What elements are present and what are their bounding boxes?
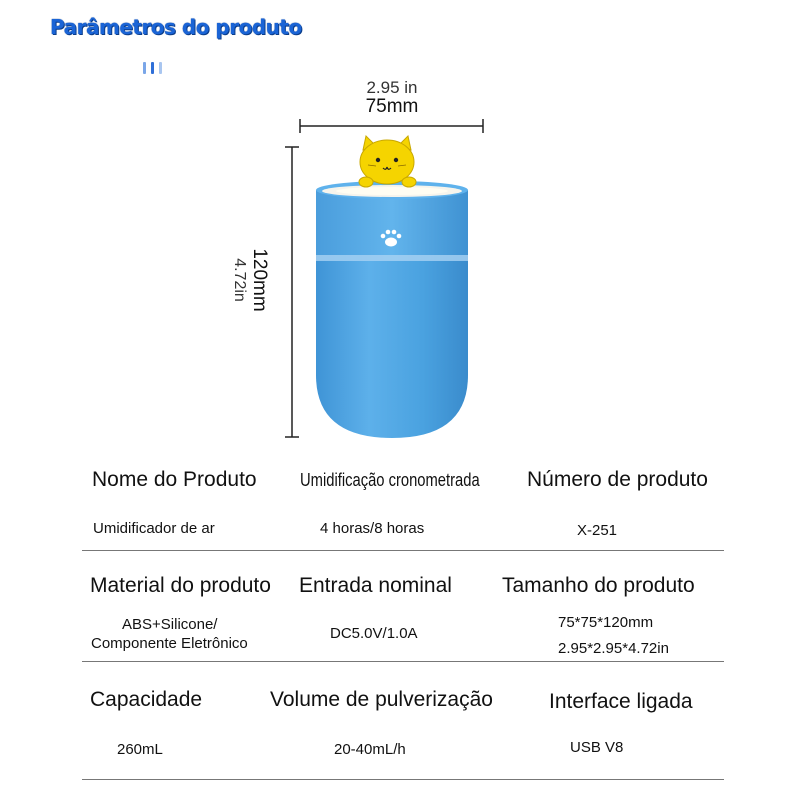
spec-value-rated-input: DC5.0V/1.0A [330,625,418,642]
spec-header-product-name: Nome do Produto [92,468,257,491]
spec-header-product-number: Número de produto [527,468,708,491]
spec-header-timed-humidification: Umidificação cronometrada [300,470,480,490]
spec-value-spray-volume: 20-40mL/h [334,741,406,758]
spec-header-rated-input: Entrada nominal [299,574,452,597]
spec-header-interface: Interface ligada [549,690,693,713]
spec-value-capacity: 260mL [117,741,163,758]
width-mm: 75mm [365,96,419,117]
width-label [300,78,484,118]
width-inches: 2.95 in [366,78,418,97]
spec-header-material: Material do produto [90,574,271,597]
spec-value-material-line2: Componente Eletrônico [91,635,248,652]
spec-value-product-number: X-251 [577,522,618,539]
row-divider [82,779,724,780]
spec-value-product-name: Umidificador de ar [93,520,215,537]
width-dimension-line [300,119,483,133]
spec-header-capacity: Capacidade [90,688,203,711]
row-divider [82,550,724,551]
spec-value-size-in: 2.95*2.95*4.72in [558,640,669,657]
spec-value-interface: USB V8 [570,739,624,756]
spec-header-spray-volume: Volume de pulverização [270,688,493,711]
page-title: Parâmetros do produto [50,15,302,39]
spec-value-size-mm: 75*75*120mm [558,614,654,631]
row-divider [82,661,724,662]
spec-value-material-line1: ABS+Silicone/ [122,616,218,633]
height-inches: 4.72in [231,258,248,302]
humidifier-body [316,181,468,438]
height-mm: 120mm [249,248,270,312]
height-dimension-line [285,147,299,437]
spec-value-timer: 4 horas/8 horas [320,520,425,537]
spec-header-product-size: Tamanho do produto [502,574,695,597]
cat-figure [359,136,416,187]
